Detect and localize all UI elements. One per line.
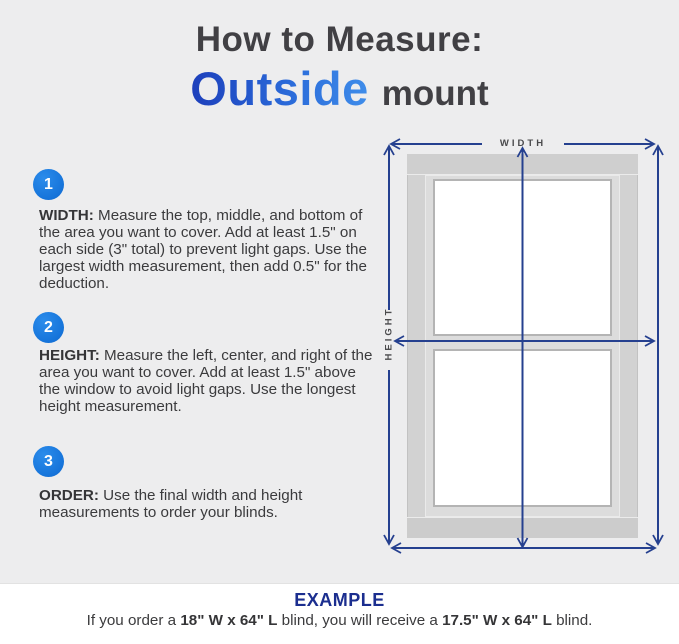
step-2-badge: [33, 312, 64, 343]
step-1-label: WIDTH:: [39, 207, 94, 224]
example-suffix: blind.: [551, 612, 593, 629]
step-3-text: [39, 487, 381, 521]
step-1-badge: [33, 169, 64, 200]
title-suffix: mount: [381, 73, 489, 113]
example-received-size: 17.5" W x 64" L: [442, 612, 552, 629]
step-3-label: ORDER:: [39, 487, 99, 504]
window-lower-pane: [433, 349, 612, 507]
example-heading: EXAMPLE: [294, 590, 385, 610]
step-1-body: Measure the top, middle, and bottom of the area you want to cover. Add at least 1.5" on each side (3" total) to prevent light gaps. Use the largest width measurement, then add 0.5" for the deduction.: [39, 207, 367, 292]
window-head-casing: [407, 154, 638, 175]
width-dimension-label: WIDTH: [499, 138, 547, 149]
step-3-badge: [33, 446, 64, 477]
example-section: [0, 583, 679, 644]
step-2-label: HEIGHT:: [39, 347, 100, 364]
window-measure-diagram: [370, 120, 679, 582]
example-ordered-size: 18" W x 64" L: [180, 612, 278, 629]
window-upper-pane: [433, 179, 612, 336]
step-2-text: [39, 347, 381, 415]
height-dimension-label: HEIGHT: [383, 306, 395, 361]
title-line2: [0, 61, 679, 116]
window-sill: [407, 517, 638, 538]
title-line1: How to Measure:: [195, 20, 484, 59]
page-title: [0, 22, 679, 116]
step-1-number: 1: [44, 175, 53, 193]
example-prefix: If you order a: [86, 612, 181, 629]
step-3-body: Use the final width and height measurements to order your blinds.: [39, 487, 303, 521]
step-1-text: [39, 207, 381, 292]
title-highlight: Outside: [190, 61, 369, 115]
step-3-number: 3: [44, 452, 53, 470]
step-2-body: Measure the left, center, and right of the area you want to cover. Add at least 1.5" above the window to avoid light gaps. Use the longest height measurement.: [39, 347, 373, 415]
example-middle: blind, you will receive a: [277, 612, 443, 629]
example-sentence: [0, 612, 679, 629]
step-2-number: 2: [44, 318, 53, 336]
